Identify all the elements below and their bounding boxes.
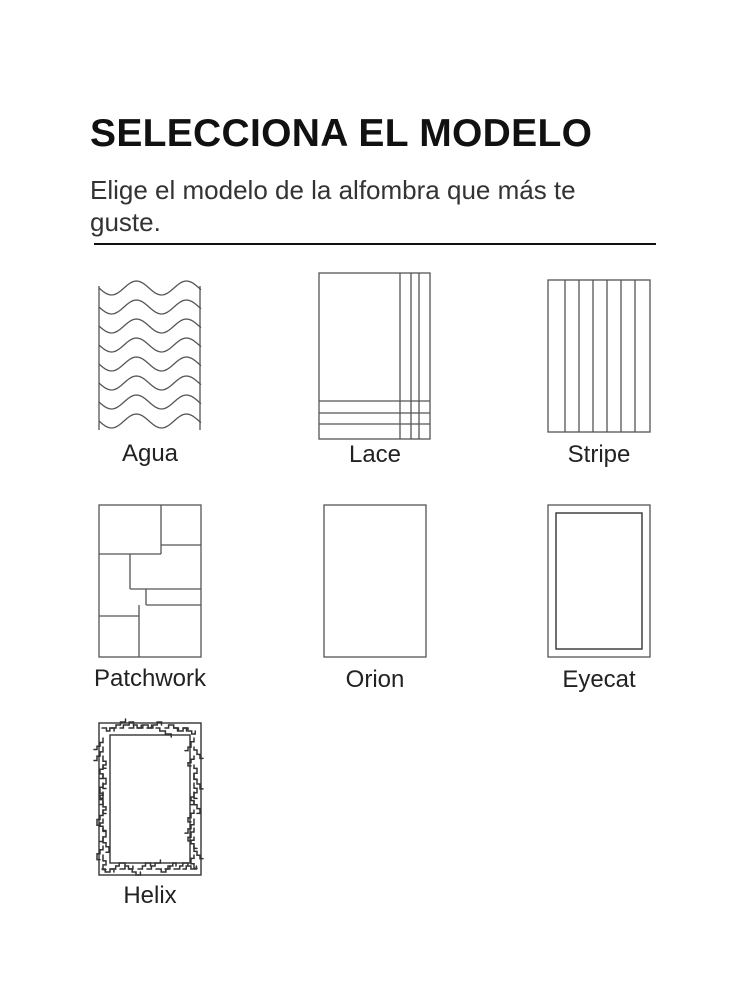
model-card-agua[interactable] — [90, 275, 215, 475]
model-card-lace[interactable] — [305, 265, 445, 475]
model-label-eyecat: Eyecat — [562, 666, 636, 693]
stripe-pattern-icon — [547, 279, 653, 435]
framed-pattern-icon — [547, 504, 653, 660]
model-card-patchwork[interactable] — [90, 500, 215, 700]
model-card-orion[interactable] — [315, 500, 435, 700]
divider — [94, 243, 656, 245]
patchwork-pattern-icon — [98, 504, 204, 660]
wave-pattern-icon — [98, 280, 208, 430]
model-label-stripe: Stripe — [567, 441, 631, 468]
model-label-lace: Lace — [348, 441, 402, 468]
page-subtitle: Elige el modelo de la alfombra que más te guste. — [90, 175, 576, 237]
page-title: SELECCIONA EL MODELO — [90, 112, 593, 155]
model-card-stripe[interactable] — [540, 275, 660, 475]
plain-pattern-icon — [323, 504, 429, 660]
model-label-agua: Agua — [121, 440, 179, 467]
model-label-orion: Orion — [345, 666, 405, 693]
helix-pattern-icon — [98, 722, 204, 878]
model-card-eyecat[interactable] — [540, 500, 660, 700]
model-card-helix[interactable] — [90, 718, 215, 918]
model-label-helix: Helix — [123, 882, 177, 909]
model-label-patchwork: Patchwork — [93, 665, 207, 692]
lace-pattern-icon — [318, 272, 433, 442]
